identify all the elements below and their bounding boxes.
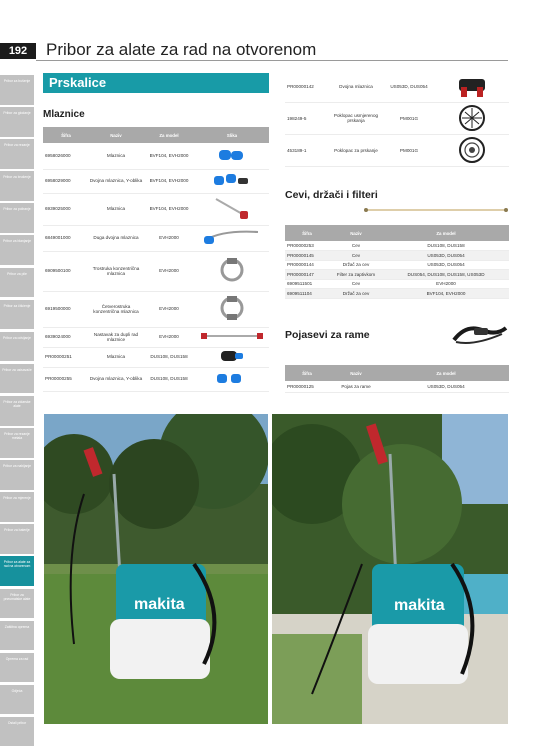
table-row: [285, 289, 509, 299]
cell-name: Duga dvojna mlaznica: [89, 225, 143, 251]
product-image: [195, 169, 269, 193]
table-row: [43, 327, 269, 347]
sprayer-photo-right: [272, 414, 508, 724]
cell-code: 6919500000: [43, 291, 89, 327]
cell-model: EVH2000: [143, 327, 195, 347]
sprayer-photo-left: [44, 414, 268, 724]
right-top-table: [285, 72, 509, 167]
sidebar-tab[interactable]: Zaštitna oprema: [0, 621, 34, 651]
makita-logo: makita: [394, 597, 445, 614]
sidebar-tab[interactable]: Pribor za pneumatske alate: [0, 589, 34, 619]
header-divider: [36, 60, 508, 61]
cell-model: BVF104, EVH2000: [143, 169, 195, 193]
table-row: [285, 251, 509, 261]
cell-code: PR00000144: [285, 260, 329, 270]
col-header-code: Šifra: [285, 365, 329, 381]
table-row: [43, 225, 269, 251]
cell-code: PR00000145: [285, 251, 329, 261]
sidebar-tab[interactable]: Pribor za odvijanje: [0, 332, 34, 362]
table-row: [285, 260, 509, 270]
cell-code: 6939024000: [43, 327, 89, 347]
sidebar-tab[interactable]: Pribor za rezanje: [0, 139, 34, 169]
table-row: [43, 143, 269, 169]
sidebar-tab[interactable]: Odjeća: [0, 685, 34, 715]
cell-model: DUS108, DUS158: [143, 367, 195, 391]
sidebar-tab[interactable]: Pribor za brušenje: [0, 171, 34, 201]
table-row: [285, 241, 509, 251]
cell-model: EVH2000: [383, 279, 509, 289]
mlaznice-heading: Mlaznice: [43, 109, 85, 120]
cell-code: 453189-1: [285, 134, 329, 166]
pojasevi-heading: Pojasevi za rame: [285, 329, 370, 341]
cevi-table: [285, 225, 509, 299]
sidebar-tab[interactable]: Oprema za rad: [0, 653, 34, 683]
cell-code: 6958026000: [43, 143, 89, 169]
table-row: [43, 347, 269, 367]
product-image: [435, 134, 509, 166]
cell-name: Dvojna mlaznica, Y-oblika: [89, 367, 143, 391]
col-header-image: Slika: [195, 127, 269, 143]
cell-model: BVF104, EVH2000: [143, 143, 195, 169]
cell-name: Cev: [329, 241, 383, 251]
product-image: [435, 72, 509, 102]
table-row: [285, 72, 509, 102]
cell-code: 198249-5: [285, 102, 329, 134]
product-image: [435, 102, 509, 134]
product-image: [195, 143, 269, 169]
cell-name: Pojas za rame: [329, 381, 383, 392]
page-title: Pribor za alate za rad na otvorenom: [46, 40, 317, 59]
col-header-model: Za model: [383, 225, 509, 241]
pojasevi-table: [285, 365, 509, 393]
cell-model: DUS108, DUS158: [383, 241, 509, 251]
cell-model: US053D, DUS054: [383, 260, 509, 270]
cell-name: Trostruka konzentrična mlaznica: [89, 251, 143, 291]
sidebar-nav: [0, 75, 34, 749]
product-image: [195, 291, 269, 327]
makita-logo: makita: [134, 596, 185, 613]
col-header-code: Šifra: [43, 127, 89, 143]
section-title: Prskalice: [43, 73, 269, 93]
cell-name: Držač za cev: [329, 289, 383, 299]
cell-model: EVH2000: [143, 225, 195, 251]
cell-code: 6958029000: [43, 169, 89, 193]
table-row: [285, 134, 509, 166]
cell-name: Četverostruka konzentrična mlaznica: [89, 291, 143, 327]
cell-name: Nastavak za dupli rad mlaznice: [89, 327, 143, 347]
cell-code: 6909500100: [43, 251, 89, 291]
cell-model: US053D, DUS054: [383, 381, 509, 392]
col-header-name: Naziv: [329, 225, 383, 241]
product-image: [195, 225, 269, 251]
cell-name: Cev: [329, 279, 383, 289]
cell-code: 6909511104: [285, 289, 329, 299]
table-row: [43, 251, 269, 291]
cell-name: Poklopac usmjerenog prskanja: [329, 102, 383, 134]
product-image: [195, 347, 269, 367]
cell-code: PR00000125: [285, 381, 329, 392]
col-header-name: Naziv: [89, 127, 143, 143]
table-row: [43, 193, 269, 225]
sidebar-tab[interactable]: Pribor za čišćenje: [0, 300, 34, 330]
cell-code: PR00000253: [285, 241, 329, 251]
shoulder-strap-image: [450, 322, 510, 348]
cell-code: PR00000142: [285, 72, 329, 102]
cell-code: PR00000255: [43, 367, 89, 391]
cell-code: PR00000251: [43, 347, 89, 367]
sidebar-tab[interactable]: Pribor za nabijanje: [0, 460, 34, 490]
cell-name: Filter za zaptivkom: [329, 270, 383, 280]
cell-model: DUS054, DUS108, DUS158, US053D: [383, 270, 509, 280]
sidebar-tab[interactable]: Pribor za alate za rad na otvorenom: [0, 556, 34, 586]
table-row: [285, 381, 509, 392]
sidebar-tab[interactable]: Pribor za mjerenje: [0, 492, 34, 522]
col-header-name: Naziv: [329, 365, 383, 381]
cell-code: PR00000147: [285, 270, 329, 280]
table-row: [285, 102, 509, 134]
cell-name: Poklopac za prskanje: [329, 134, 383, 166]
cell-model: EVH2000: [143, 251, 195, 291]
cell-model: PM001G: [383, 134, 435, 166]
sidebar-tab[interactable]: Pribor za bušenje: [0, 75, 34, 105]
mlaznice-table: [43, 127, 269, 392]
sidebar-tab[interactable]: Pribor za blanjanje: [0, 235, 34, 265]
sidebar-tab[interactable]: Pribor za baterije: [0, 524, 34, 554]
col-header-code: Šifra: [285, 225, 329, 241]
cell-name: Mlaznica: [89, 193, 143, 225]
cell-name: Držač za cev: [329, 260, 383, 270]
sidebar-tab[interactable]: Pribor za rezanje metala: [0, 428, 34, 458]
cell-code: 6939025000: [43, 193, 89, 225]
cell-name: Mlaznica: [89, 143, 143, 169]
product-image: [195, 367, 269, 391]
cell-model: BVF104, EVH2000: [383, 289, 509, 299]
sidebar-tab[interactable]: Pribor za pile: [0, 268, 34, 298]
cell-model: EVH2000: [143, 291, 195, 327]
cell-name: Mlaznica: [89, 347, 143, 367]
product-image: [195, 327, 269, 347]
cell-model: BVF104, EVH2000: [143, 193, 195, 225]
table-row: [43, 367, 269, 391]
cell-name: Dvojna mlaznica, Y-oblika: [89, 169, 143, 193]
page-number: 192: [0, 43, 36, 59]
table-row: [43, 291, 269, 327]
sidebar-tab[interactable]: Pribor za glodanje: [0, 107, 34, 137]
table-row: [285, 270, 509, 280]
col-header-model: Za model: [143, 127, 195, 143]
hose-image: [362, 206, 510, 214]
cell-name: Dvojna mlaznica: [329, 72, 383, 102]
product-image: [195, 193, 269, 225]
sidebar-tab[interactable]: Pribor za zidarske alate: [0, 396, 34, 426]
table-row: [43, 169, 269, 193]
cell-name: Cev: [329, 251, 383, 261]
cell-code: 6849001000: [43, 225, 89, 251]
col-header-model: Za model: [383, 365, 509, 381]
table-row: [285, 279, 509, 289]
product-image: [195, 251, 269, 291]
cell-model: PM001G: [383, 102, 435, 134]
cell-model: US053D, DUS054: [383, 72, 435, 102]
cevi-heading: Cevi, držači i filteri: [285, 189, 378, 201]
cell-code: 6909511501: [285, 279, 329, 289]
sidebar-tab[interactable]: Pribor za poliranje: [0, 203, 34, 233]
sidebar-tab[interactable]: Pribor za usisavače: [0, 364, 34, 394]
sidebar-tab[interactable]: Ostali pribor: [0, 717, 34, 747]
cell-model: US053D, DUS054: [383, 251, 509, 261]
cell-model: DUS108, DUS158: [143, 347, 195, 367]
